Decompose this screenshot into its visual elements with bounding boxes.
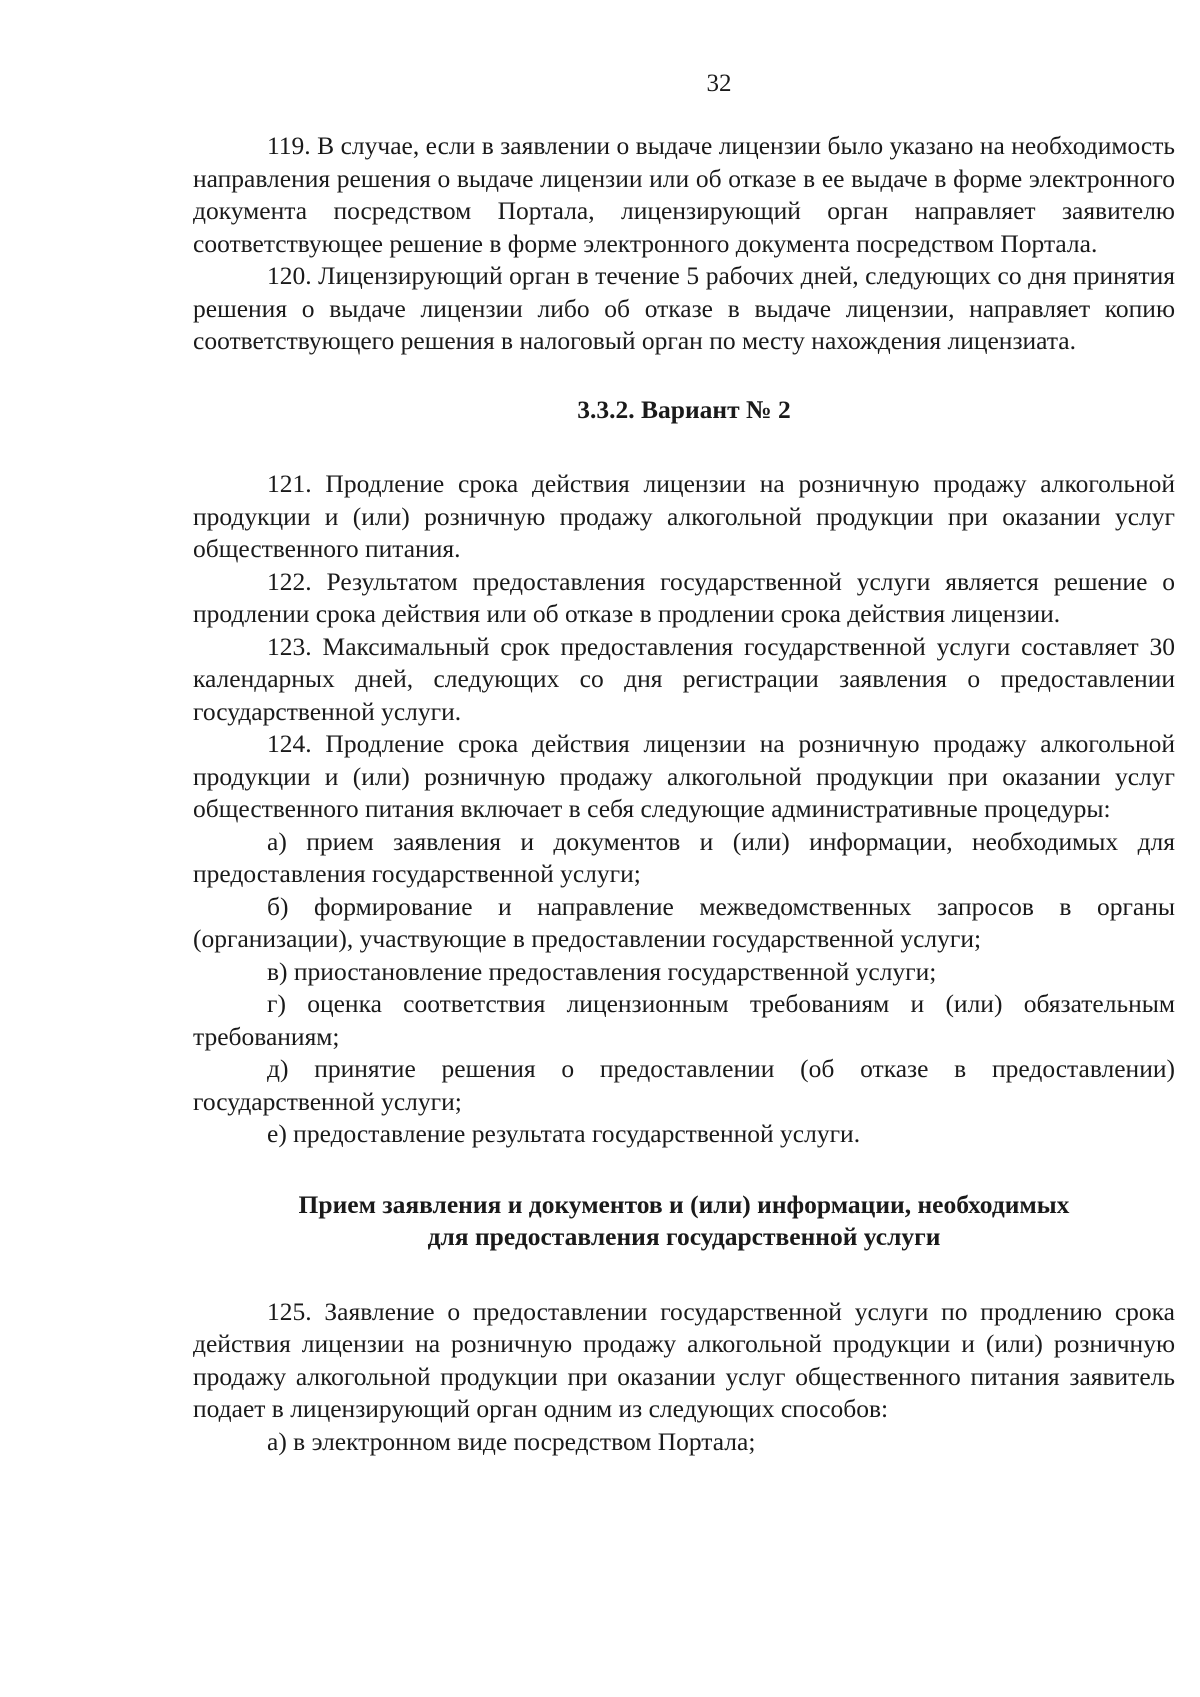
list-item-g: г) оценка соответствия лицензионным требованиям и (или) обязательным требованиям;	[193, 989, 1175, 1051]
list-item-d: д) принятие решения о предоставлении (об отказе в предоставлении) государственной услуги;	[193, 1054, 1175, 1116]
section-heading-reception-line2: для предоставления государственной услуги	[427, 1222, 941, 1251]
paragraph-119: 119. В случае, если в заявлении о выдаче лицензии было указано на необходимость направления решения о выдаче лицензии или об отказе в ее выдаче в форме электронного документа посредством Портала, лицензирующий орган направляет заявителю соответствующее решение в форме электронного документа посредством Портала.	[193, 131, 1175, 258]
paragraph-123: 123. Максимальный срок предоставления государственной услуги составляет 30 календарных дней, следующих со дня регистрации заявления о предоставлении государственной услуги.	[193, 631, 1175, 726]
paragraph-121: 121. Продление срока действия лицензии на розничную продажу алкогольной продукции и (или) розничную продажу алкогольной продукции при оказании услуг общественного питания.	[193, 469, 1175, 563]
paragraph-125: 125. Заявление о предоставлении государственной услуги по продлению срока действия лицензии на розничную продажу алкогольной продукции и (или) розничную продажу алкогольной продукции при оказании услуг общественного питания заявитель подает в лицензирующий орган одним из следующих способов:	[193, 1296, 1175, 1423]
section-heading-reception	[193, 1189, 1175, 1254]
paragraph-125-item-a: а) в электронном виде посредством Портала;	[267, 1426, 756, 1456]
list-item-e: е) предоставление результата государственной услуги.	[267, 1119, 861, 1148]
list-item-b: б) формирование и направление межведомственных запросов в органы (организации), участвующие в предоставлении государственной услуги;	[193, 891, 1175, 953]
list-item-v: в) приостановление предоставления государственной услуги;	[267, 956, 937, 986]
page-number: 32	[706, 70, 732, 97]
paragraph-120: 120. Лицензирующий орган в течение 5 рабочих дней, следующих со дня принятия решения о выдаче лицензии либо об отказе в выдаче лицензии, направляет копию соответствующего решения в налоговый орган по месту нахождения лицензиата.	[193, 261, 1175, 355]
paragraph-122: 122. Результатом предоставления государственной услуги является решение о продлении срока действия или об отказе в продлении срока действия лицензии.	[193, 566, 1175, 628]
section-heading-variant-2: 3.3.2. Вариант № 2	[577, 394, 791, 424]
list-item-a: а) прием заявления и документов и (или) информации, необходимых для предоставления государственной услуги;	[193, 826, 1175, 888]
document-page	[193, 70, 1175, 1458]
paragraph-124: 124. Продление срока действия лицензии на розничную продажу алкогольной продукции и (или) розничную продажу алкогольной продукции при оказании услуг общественного питания включает в себя следующие административные процедуры:	[193, 729, 1175, 823]
section-heading-reception-line1: Прием заявления и документов и (или) информации, необходимых	[298, 1189, 1070, 1219]
